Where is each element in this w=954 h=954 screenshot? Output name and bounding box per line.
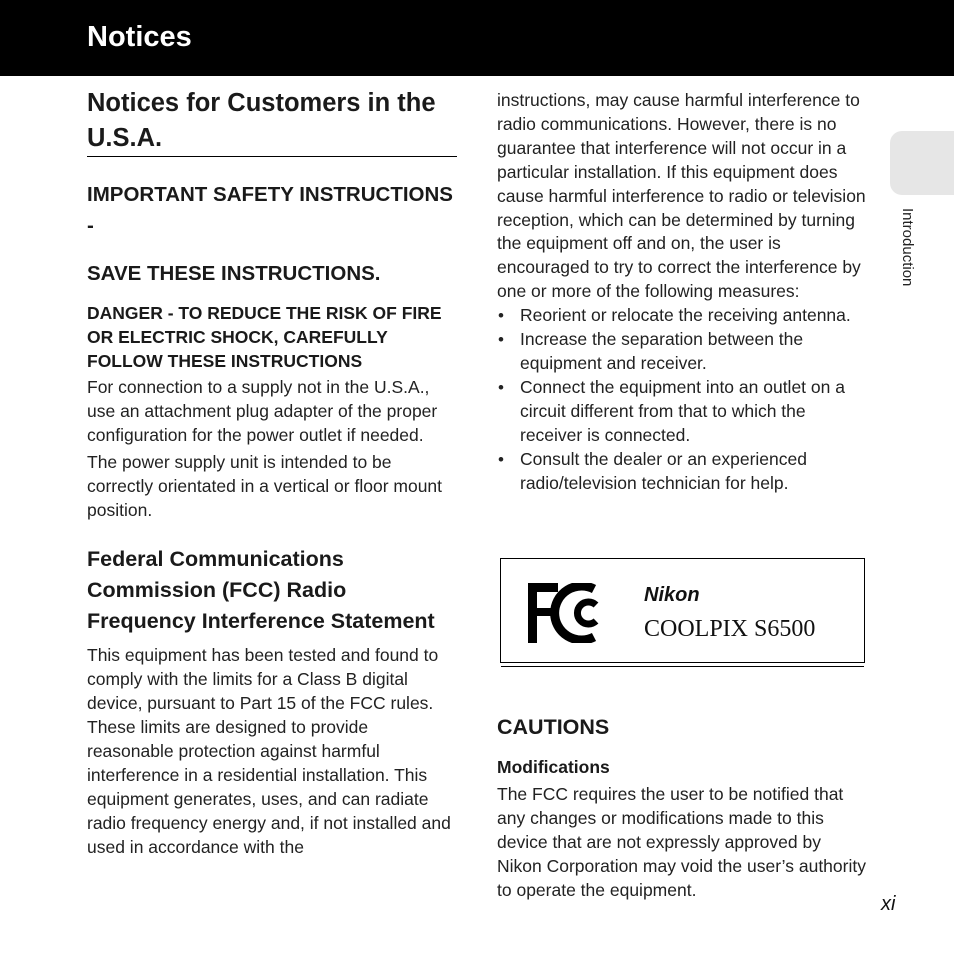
modifications-paragraph: The FCC requires the user to be notified that any changes or modifications made to this device that are not expressly approved by Nikon Corporation may void the user’s authority to operate the equipment. (497, 784, 866, 900)
header-bar (0, 0, 954, 76)
section-tab[interactable] (890, 131, 954, 195)
cautions-heading: CAUTIONS (497, 715, 610, 739)
model-name: COOLPIX S6500 (644, 616, 816, 642)
list-item: • Consult the dealer or an experienced radio/television technician for help. (497, 448, 869, 496)
important-safety-heading: IMPORTANT SAFETY INSTRUCTIONS - (87, 183, 453, 237)
continued-paragraph: instructions, may cause harmful interference to radio communications. However, there is no guarantee that interference will not occur in a particular installation. If this equipment does cause harmful interference to radio or television reception, which can be determined by turning the equipment off and on, the user is encouraged to try to correct the interference by one or more of the following measures: (497, 90, 866, 302)
section-tab-label: Introduction (899, 208, 916, 287)
brand-logo: Nikon (644, 584, 700, 606)
left-column (87, 86, 459, 859)
measures-list (497, 304, 869, 495)
connection-paragraph: For connection to a supply not in the U.S.A., use an attachment plug adapter of the proper configuration for the power outlet if needed. (87, 377, 438, 445)
list-item: • Connect the equipment into an outlet on a circuit different from that to which the receiver is connected. (497, 376, 869, 448)
fcc-logo-icon (528, 583, 610, 643)
save-instructions-heading: SAVE THESE INSTRUCTIONS. (87, 262, 381, 285)
danger-heading: DANGER - TO REDUCE THE RISK OF FIRE OR ELECTRIC SHOCK, CAREFULLY FOLLOW THESE INSTRUCTIONS (87, 303, 442, 371)
fcc-compliance-box (500, 558, 865, 663)
page-title: Notices (87, 21, 192, 53)
section-title: Notices for Customers in the U.S.A. (87, 86, 457, 157)
power-supply-paragraph: The power supply unit is intended to be correctly orientated in a vertical or floor mount position. (87, 452, 443, 520)
fcc-statement-heading: Federal Communications Commission (FCC) Radio Frequency Interference Statement (87, 547, 435, 633)
list-item: • Increase the separation between the equipment and receiver. (497, 328, 869, 376)
modifications-heading: Modifications (497, 757, 610, 777)
right-column (497, 89, 869, 495)
fcc-statement-paragraph: This equipment has been tested and found to comply with the limits for a Class B digital device, pursuant to Part 15 of the FCC rules. These limits are designed to provide reasonable protection against harmful interference in a residential installation. This equipment generates, uses, and can radiate radio frequency energy and, if not installed and used in accordance with the (87, 645, 451, 857)
list-item: • Reorient or relocate the receiving antenna. (497, 304, 869, 328)
page-number: xi (881, 893, 896, 915)
